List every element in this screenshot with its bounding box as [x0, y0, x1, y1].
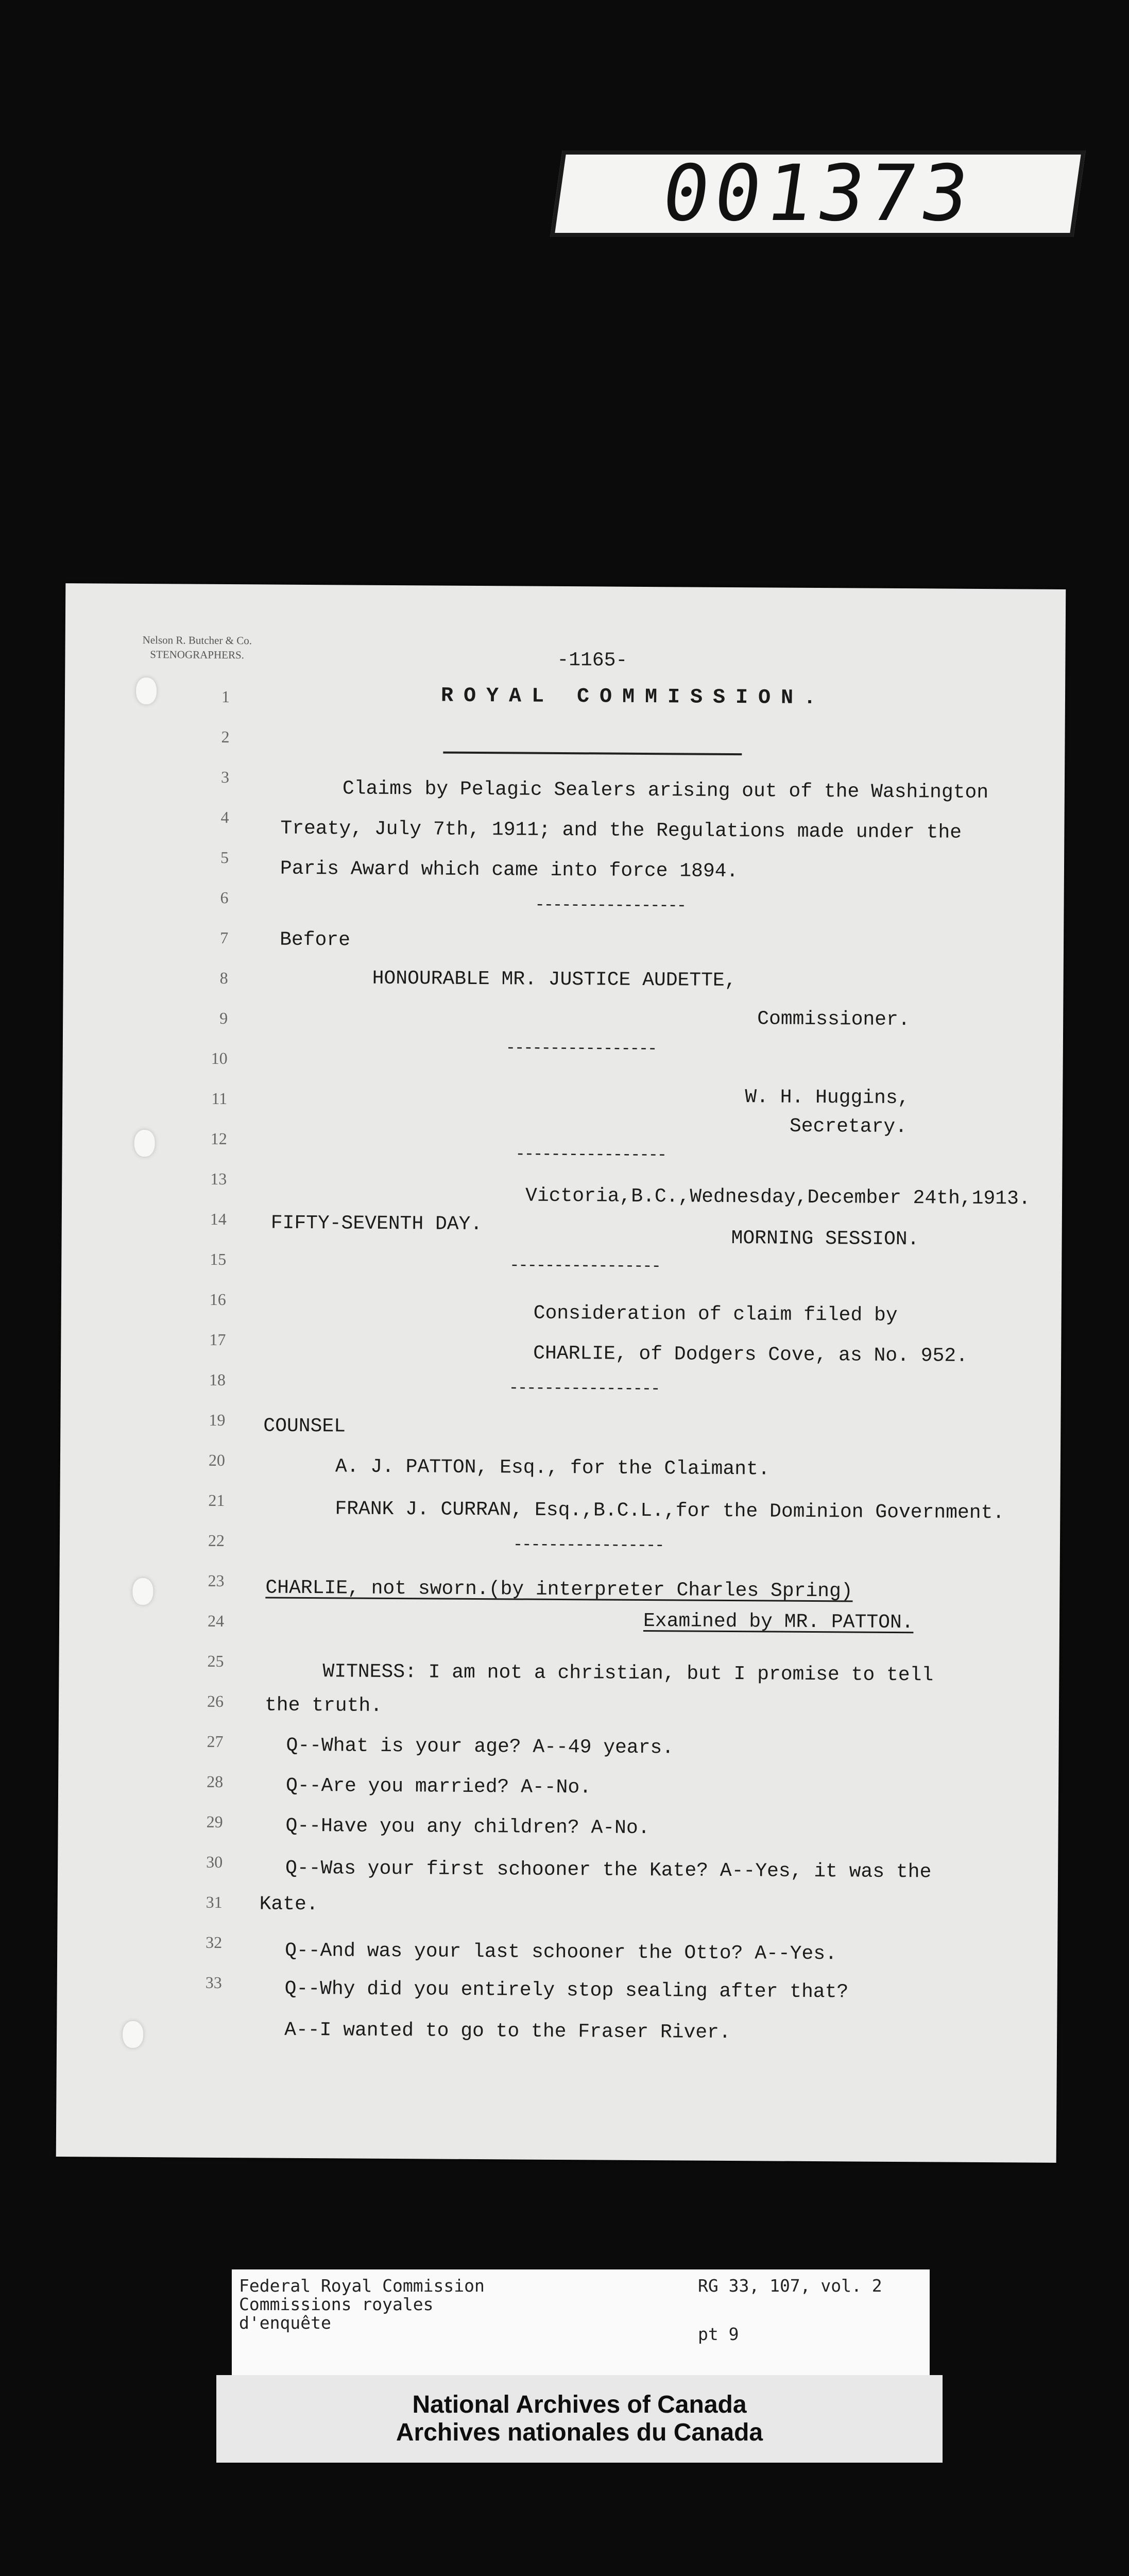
witness-heading: CHARLIE, not sworn.(by interpreter Charles Spring) [265, 1577, 853, 1603]
transcript-line: COUNSEL [263, 1415, 346, 1438]
transcript-line: FRANK J. CURRAN, Esq.,B.C.L.,for the Dominion Government. [335, 1498, 1005, 1524]
line-number: 7 [220, 928, 229, 947]
line-number: 21 [208, 1490, 225, 1510]
transcript-line: Consideration of claim filed by [533, 1302, 898, 1327]
line-number: 10 [211, 1048, 228, 1068]
line-number: 2 [221, 727, 230, 747]
separator-line: ----------------- [535, 895, 686, 916]
punch-hole-bottom [123, 2021, 143, 2048]
document-title: ROYAL COMMISSION. [440, 684, 827, 710]
punch-hole-lower-middle [132, 1578, 153, 1605]
transcript-line: Kate. [259, 1893, 318, 1916]
line-number: 5 [220, 848, 229, 867]
line-number: 22 [208, 1531, 225, 1550]
transcript-line: Victoria,B.C.,Wednesday,December 24th,1913. [525, 1184, 1031, 1210]
line-number: 8 [219, 968, 228, 988]
separator-line: ----------------- [509, 1256, 660, 1276]
punch-hole-top [136, 677, 157, 704]
separator-line: ----------------- [508, 1378, 660, 1399]
line-number: 17 [209, 1330, 226, 1349]
transcript-line: Claims by Pelagic Sealers arising out of the Washington [342, 777, 989, 804]
transcript-line: Paris Award which came into force 1894. [280, 857, 739, 883]
part-number: pt 9 [698, 2324, 739, 2344]
line-number: 18 [209, 1370, 226, 1389]
frame-number-stamp: 001373 [550, 150, 1086, 237]
stenographer-imprint [142, 633, 252, 662]
line-number: 13 [210, 1169, 227, 1189]
line-number: 28 [207, 1772, 224, 1791]
collection-name [239, 2277, 485, 2332]
transcript-line: MORNING SESSION. [731, 1227, 919, 1251]
line-number: 30 [206, 1852, 223, 1872]
line-number: 32 [206, 1933, 223, 1952]
transcript-line: Commissioner. [757, 1008, 910, 1031]
transcript-line: Q--And was your last schooner the Otto? A--Yes. [285, 1939, 837, 1965]
line-number: 16 [209, 1290, 226, 1309]
punch-hole-upper-middle [134, 1130, 155, 1157]
transcript-line: Secretary. [789, 1115, 908, 1139]
archive-banner [216, 2375, 943, 2463]
transcript-line: Q--Was your first schooner the Kate? A--Yes, it was the [285, 1857, 932, 1884]
collection-name-fr-cont: d'enquête [239, 2313, 331, 2333]
transcript-line: Q--Have you any children? A-No. [285, 1815, 650, 1840]
line-number: 26 [207, 1691, 224, 1711]
transcript-line: Q--What is your age? A--49 years. [286, 1734, 674, 1759]
line-number: 25 [207, 1651, 224, 1671]
transcript-line: FIFTY-SEVENTH DAY. [270, 1212, 483, 1236]
line-number: 19 [209, 1410, 226, 1430]
record-group-reference: RG 33, 107, vol. 2 [698, 2276, 882, 2296]
line-number: 11 [211, 1089, 228, 1108]
line-number: 31 [206, 1892, 223, 1912]
transcript-line: WITNESS: I am not a christian, but I promise to tell [322, 1660, 934, 1687]
transcript-line: CHARLIE, of Dodgers Cove, as No. 952. [533, 1342, 968, 1367]
line-number: 14 [210, 1209, 227, 1229]
transcript-line: Q--Are you married? A--No. [285, 1774, 592, 1799]
transcript-page [56, 583, 1066, 2163]
archive-reference-label [232, 2269, 930, 2378]
transcript-line: Before [279, 928, 351, 952]
title-underline [443, 752, 742, 756]
archive-name-fr: Archives nationales du Canada [396, 2419, 763, 2446]
collection-name-fr: Commissions royales [239, 2294, 434, 2314]
separator-line: ----------------- [515, 1144, 666, 1165]
line-number: 20 [208, 1450, 226, 1470]
line-number: 3 [220, 767, 230, 787]
transcript-line: A--I wanted to go to the Fraser River. [284, 2019, 731, 2044]
line-number: 27 [207, 1732, 224, 1751]
line-number: 15 [210, 1249, 227, 1269]
transcript-line: Treaty, July 7th, 1911; and the Regulations made under the [280, 817, 962, 844]
page-number: -1165- [557, 649, 628, 672]
line-number: 12 [210, 1129, 227, 1148]
stenographer-role: STENOGRAPHERS. [150, 648, 245, 662]
line-number: 29 [206, 1812, 223, 1832]
line-number: 4 [220, 807, 229, 827]
transcript-line: the truth. [264, 1694, 383, 1717]
transcript-line: Q--Why did you entirely stop sealing after that? [284, 1977, 849, 2004]
archive-name-en: National Archives of Canada [412, 2391, 747, 2418]
transcript-line: HONOURABLE MR. JUSTICE AUDETTE, [372, 967, 737, 992]
line-number: 33 [205, 1973, 222, 1992]
separator-line: ----------------- [512, 1535, 664, 1555]
line-number: 9 [219, 1008, 228, 1028]
collection-name-en: Federal Royal Commission [239, 2276, 485, 2296]
line-number: 23 [208, 1571, 225, 1590]
line-number: 1 [221, 687, 230, 706]
transcript-line: W. H. Huggins, [745, 1086, 910, 1110]
separator-line: ----------------- [505, 1038, 657, 1059]
line-number: 24 [207, 1611, 225, 1631]
transcript-line: A. J. PATTON, Esq., for the Claimant. [335, 1455, 770, 1481]
examiner-line: Examined by MR. PATTON. [643, 1609, 914, 1634]
line-number: 6 [220, 888, 229, 907]
stenographer-name: Nelson R. Butcher & Co. [142, 634, 252, 647]
